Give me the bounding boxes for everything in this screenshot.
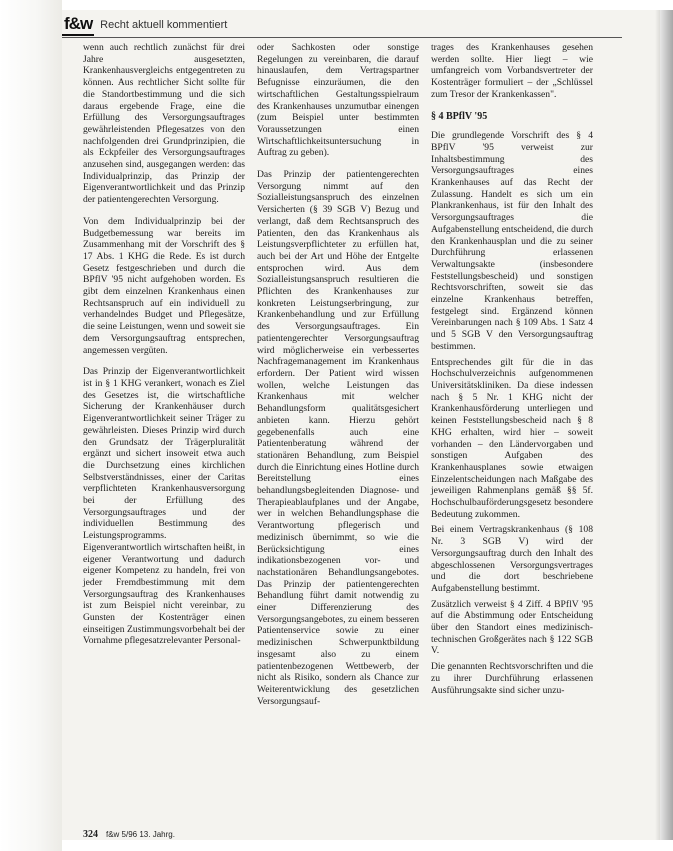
paragraph: Von dem Individualprinzip bei der Budgetbemessung war bereits im Zusammenhang mit der Vorschrift des § 17 Abs. 1 KHG die Rede. Es ist durch Gesetz festgeschrieben und durch die BPflV '95 nicht aufgehoben worden. Es gibt dem einzelnen Krankenhaus einen Rechtsanspruch auf ein individuell zu verhandelndes Budget und Pflegesätze, die seine Leistungen, wenn und soweit sie dem Versorgungsauftrag entsprechen, angemessen vergüten. bbox=[83, 215, 245, 356]
paragraph: Das Prinzip der patientengerechten Versorgung nimmt auf den Sozialleistungsanspruch des einzelnen Versicherten (§ 39 SGB V) Bezug und verlangt, daß dem Rechtsanspruch des Patienten, den das Krankenhaus als Leistungsverpflichteter zu erfüllen hat, auch bei der Art und Höhe der Entgelte entsprochen wird. Aus dem Sozialleistungsanspruch resultieren die Pflichten des Krankenhauses zur konkreten Leistungserbringung, zur Krankenbehandlung und zur Erfüllung des Versorgungsauftrages. Ein patientengerechter Versorgungsauftrag wird möglicherweise ein verbessertes Nachfragemanagement im Krankenhaus erfordern. Der Patient wird wissen wollen, welche Leistungen das Krankenhaus mit welcher Behandlungsform qualitätsgesichert anbieten kann. Hierzu gehört gegebenenfalls auch eine Patientenberatung während der stationären Behandlung, zum Beispiel durch die Einrichtung eines Hotline durch Bereitstellung eines behandlungsbegleitenden Diagnose- und Therapieablaufplanes und der Angabe, wer in welchen Behandlungsphase die Verantwortung pflegerisch und medizinisch übernimmt, so wie die Berücksichtigung eines indikationsbezogenen vor- und nachstationären Behandlungsangebotes. Das Prinzip der patientengerechten Behandlung führt damit notwendig zu einer Differenzierung des Versorgungsangebotes, zu einem besseren Patientenservice sowie zu einer medizinischen Schwerpunktbildung insgesamt also zu einem patientenbezogenen Wettbewerb, der nicht als Risiko, sondern als Chance zur Weiterentwicklung des gesetzlichen Versorgungsauf- bbox=[257, 169, 419, 707]
paragraph: Das Prinzip der Eigenverantwortlichkeit ist in § 1 KHG verankert, wonach es Ziel des Gesetzes ist, die wirtschaftliche Sicherung der Krankenhäuser durch Eigenverantwortlichkeit seiner Träger zu gewährleisten. Dieses Prinzip wird durch den Grundsatz der Trägerpluralität ergänzt und sichert insoweit etwa auch die Durchsetzung eines kirchlichen Selbstverständnisses, einer der Caritas verpflichteten Krankenhausversorgung bei der Erfüllung des Versorgungsauftrages und der individuellen Bestimmung des Leistungsprogramms. Eigenverantwortlich wirtschaften heißt, in eigener Verantwortung und dadurch eigener Kompetenz zu handeln, frei von jeder Fremdbestimmung mit dem Versorgungsauftrag des Krankenhauses ist zum Beispiel nicht vereinbar, zu Gunsten der Kostenträger einen einseitigen Zustimmungsvorbehalt bei der Vornahme pflegesatzrelevanter Personal- bbox=[83, 366, 245, 647]
journal-logo: f&w bbox=[62, 14, 94, 36]
paragraph: Die grundlegende Vorschrift des § 4 BPflV '95 verweist zur Inhaltsbestimmung des Versorgungsauftrages eines Krankenhauses auf das Recht der Zulassung. Handelt es sich um ein Plankrankenhaus, ist für den Inhalt des Versorgungsauftrages die Aufgabenstellung entscheidend, die durch den Krankenhausplan und die zu seiner Durchführung erlassenen Verwaltungsakte (insbesondere Feststellungsbescheid) und sonstigen Rechtsvorschriften, soweit sie das einzelne Krankenhaus betreffen, festgelegt sind. Ergänzend können Vereinbarungen nach § 109 Abs. 1 Satz 4 und 5 SGB V den Versorgungsauftrag bestimmen. bbox=[431, 130, 593, 352]
book-spine bbox=[0, 0, 62, 851]
text-column-3 bbox=[431, 42, 593, 812]
page-edge-shadow bbox=[655, 10, 673, 840]
paragraph: Zusätzlich verweist § 4 Ziff. 4 BPflV '95 auf die Abstimmung oder Entscheidung über den Standort eines medizinisch-technischen Großgerätes nach § 122 SGB V. bbox=[431, 598, 593, 657]
running-header bbox=[62, 12, 622, 38]
paragraph: trages des Krankenhauses gesehen werden sollte. Hier liegt – wie umfangreich vom Vorbandsvertreter der Kostenträger formuliert – der „Schlüssel zum Tresor der Krankenkassen". bbox=[431, 42, 593, 100]
section-heading: § 4 BPflV '95 bbox=[431, 110, 488, 122]
paragraph: oder Sachkosten oder sonstige Regelungen zu vereinbaren, die darauf hinauslaufen, dem Vertragspartner Befugnisse einzuräumen, die den wirtschaftlichen Gestaltungsspielraum des Krankenhauses unzumutbar einengen (zum Beispiel unter bestimmten Voraussetzungen einen Wirtschaftlichkeitsuntersuchung in Auftrag zu geben). bbox=[257, 42, 419, 159]
header-rule bbox=[62, 37, 622, 38]
paragraph: Entsprechendes gilt für die in das Hochschulverzeichnis aufgenommenen Universitätskliniken. Da diese indessen nach § 5 Nr. 1 KHG nicht der Krankenhausförderung unterliegen und keinen Feststellungsbescheid nach § 8 KHG erhalten, wird hier – soweit vorhanden – den Ländervorgaben und sonstigen Aufgaben des Krankenhausplanes sowie etwaigen Einzelentscheidungen nach Maßgabe des jeweiligen Rahmenplans gemäß §§ 5f. Hochschulbauförderungsgesetz besondere Bedeutung zukommen. bbox=[431, 356, 593, 520]
page-footer bbox=[83, 829, 175, 840]
journal-reference: f&w 5/96 13. Jahrg. bbox=[106, 830, 175, 839]
paragraph: wenn auch rechtlich zunächst für drei Jahre ausgesetzten, Krankenhausvergleichs entgegentreten zu können. Aus rechtlicher Sicht sollte für die Standortbestimmung und die sich daraus ergebende Frage, eine die Erfüllung des Versorgungsauftrages gewährleistenden Pflegesatzes von den nachfolgenden drei Grundprinzipien, die als Eckpfeiler des Versorgungsauftrages anzusehen sind, ausgegangen werden: das Individualprinzip, das Prinzip der Eigenverantwortlichkeit und das Prinzip der patientengerechten Versorgung. bbox=[83, 42, 245, 206]
text-column-1 bbox=[83, 42, 245, 812]
header-title: Recht aktuell kommentiert bbox=[100, 19, 228, 31]
text-column-2 bbox=[257, 42, 419, 812]
paragraph: Die genannten Rechtsvorschriften und die zu ihrer Durchführung erlassenen Ausführungsakte sind sicher unzu- bbox=[431, 661, 593, 696]
paragraph: Bei einem Vertragskrankenhaus (§ 108 Nr. 3 SGB V) wird der Versorgungsauftrag durch den Inhalt des abgeschlossenen Versorgungsvertrages und die dort beschriebene Aufgabenstellung bestimmt. bbox=[431, 524, 593, 594]
page-number: 324 bbox=[83, 829, 98, 840]
